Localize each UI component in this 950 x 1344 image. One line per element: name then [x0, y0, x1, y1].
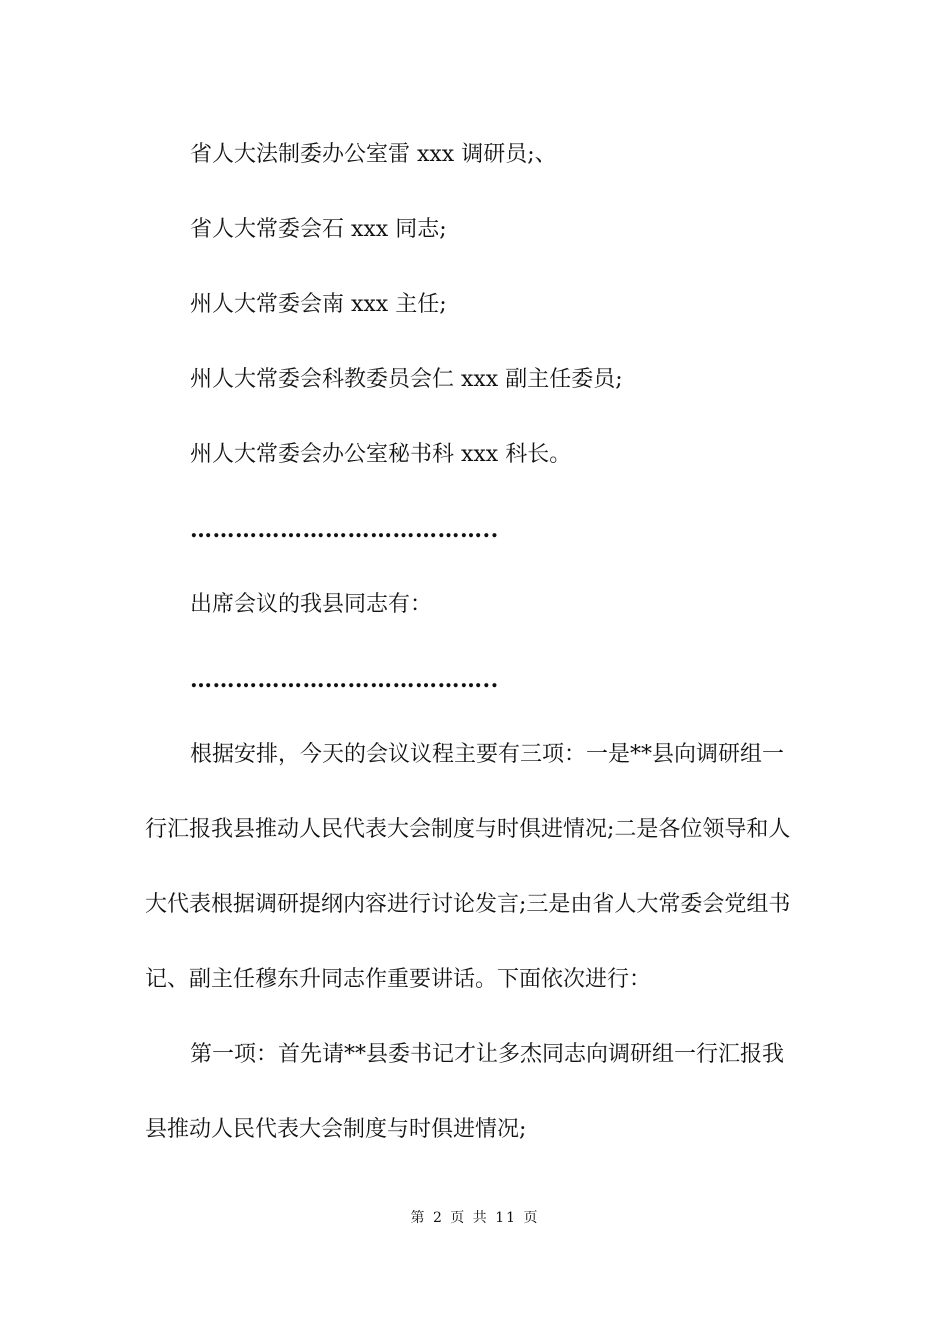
- attendee-line-2: 省人大常委会石 xxx 同志;: [190, 217, 447, 242]
- county-attendees-heading: 出席会议的我县同志有：: [190, 592, 433, 617]
- ellipsis-line-1: …………………………………..: [190, 517, 499, 543]
- attendee-line-1: 省人大法制委办公室雷 xxx 调研员;、: [190, 142, 557, 167]
- attendee-line-3: 州人大常委会南 xxx 主任;: [190, 292, 447, 317]
- agenda-paragraph-line-2: 行汇报我县推动人民代表大会制度与时俱进情况;二是各位领导和人: [145, 817, 791, 842]
- agenda-paragraph-line-4: 记、副主任穆东升同志作重要讲话。下面依次进行：: [145, 967, 652, 992]
- ellipsis-line-2: …………………………………..: [190, 667, 499, 693]
- agenda-paragraph-line-3: 大代表根据调研提纲内容进行讨论发言;三是由省人大常委会党组书: [145, 892, 791, 917]
- item-one-line-1: 第一项：首先请**县委书记才让多杰同志向调研组一行汇报我: [190, 1042, 785, 1067]
- page-number-footer: [0, 1208, 950, 1228]
- page-number-text: 第 2 页 共 11 页: [410, 1210, 540, 1226]
- attendee-line-4: 州人大常委会科教委员会仁 xxx 副主任委员;: [190, 367, 623, 392]
- agenda-paragraph-line-1: 根据安排，今天的会议议程主要有三项：一是**县向调研组一: [190, 742, 785, 767]
- item-one-line-2: 县推动人民代表大会制度与时俱进情况;: [145, 1117, 527, 1142]
- attendee-line-5: 州人大常委会办公室秘书科 xxx 科长。: [190, 442, 572, 467]
